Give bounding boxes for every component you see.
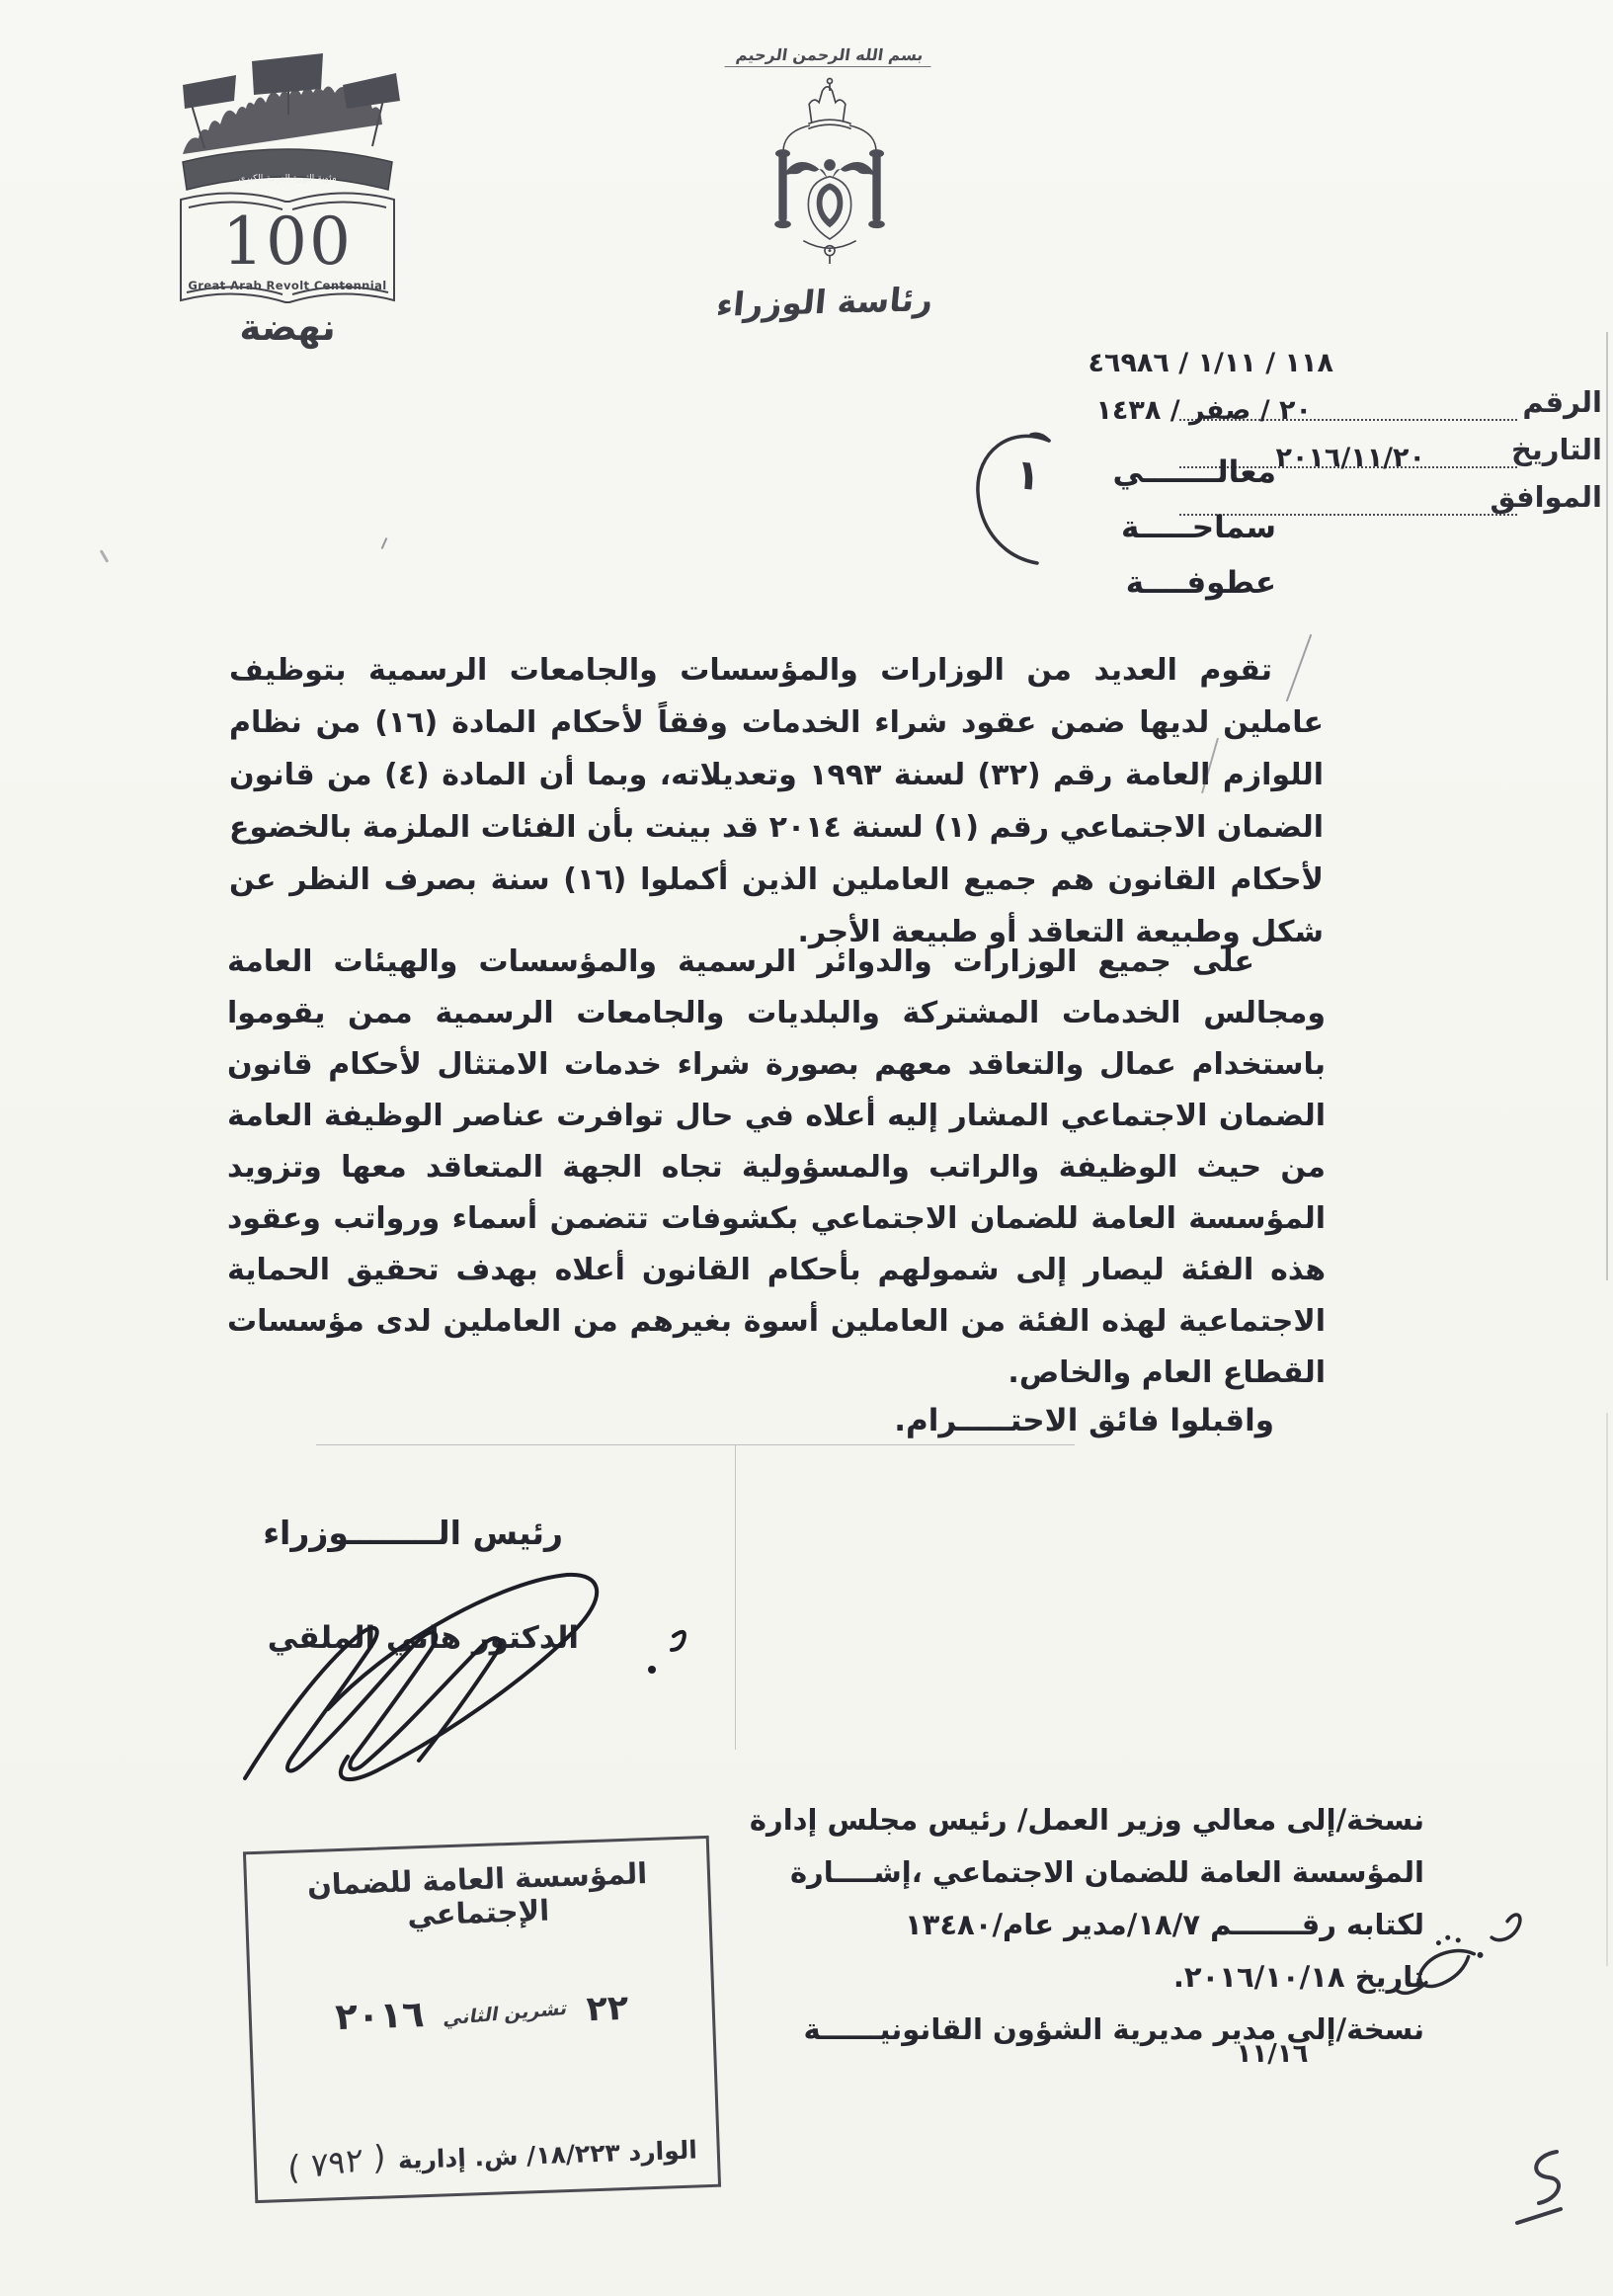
copy-line: نسخة/إلى معالي وزير العمل/ رئيس مجلس إدارة [749,1803,1424,1837]
scan-speck [100,549,110,563]
centennial-caption: Great Arab Revolt Centennial [188,279,387,292]
scan-line-horizontal [316,1444,1075,1445]
addressee-maali: معالـــــــي [1112,454,1276,490]
handwritten-corner-mark [1493,2136,1602,2255]
copy-line: لكتابه رقـــــــم ١٨/٧/مدير عام/١٣٤٨٠ [904,1908,1424,1941]
centennial-logo [153,51,422,360]
royal-emblem [682,45,978,352]
gregorian-date-label: الموافق [1490,480,1602,514]
body-paragraph-1: تقوم العديد من الوزارات والمؤسسات والجامعات الرسمية بتوظيف عاملين لديها ضمن عقود شراء الخدمات وفقاً لأحكام المادة (١٦) من نظام اللوازم العامة رقم (٣٢) لسنة ١٩٩٣ وتعديلاته، وبما أن المادة (٤) من قانون الضمان الاجتماعي رقم (١) لسنة ٢٠١٤ قد بينت بأن الفئات الملزمة بالخضوع لأحكام القانون هم جميع العاملين الذين أكملوا (١٦) سنة بصرف النظر عن شكل وطبيعة التعاقد أو طبيعة الأجر. [229,653,1324,949]
scan-edge-shadow [1606,332,1608,1280]
centennial-number: 100 [222,204,353,280]
stamp-month: تشرين الثاني [442,1997,569,2030]
stamp-year: ٢٠١٦ [334,1993,426,2039]
stamp-received-text: الوارد ١٨/٢٢٣/ ش. إدارية [397,2135,698,2175]
scan-edge-shadow [1606,1413,1608,1966]
handwritten-bracket-mark [946,419,1085,587]
stamp-date [251,1983,712,2041]
copy-line: تاريخ ٢٠١٦/١٠/١٨. [1172,1960,1424,1994]
stamp-day: ٢٢ [585,1988,629,2030]
closing-salutation: واقبلوا فائق الاحتـــــرام. [894,1403,1274,1438]
handwritten-signature [209,1541,735,1804]
scan-line-vertical [735,1445,736,1750]
handwritten-initials-mark [1355,1881,1562,2054]
copy-footnote: ١١/١٦ [1236,2039,1309,2069]
body-paragraph-2: على جميع الوزارات والدوائر الرسمية والمؤسسات والهيئات العامة ومجالس الخدمات المشتركة والبلديات والجامعات الرسمية ممن يقوموا باستخدام عمال والتعاقد معهم بصورة شراء خدمات الامتثال لأحكام قانون الضمان الاجتماعي المشار إليه أعلاه في حال توافرت عناصر الوظيفة العامة من حيث الوظيفة والراتب والمسؤولية تجاه الجهة المتعاقد معها وتزويد المؤسسة العامة للضمان الاجتماعي بكشوفات تتضمن أسماء ورواتب وعقود هذه الفئة ليصار إلى شمولهم بأحكام القانون أعلاه بهدف تحقيق الحماية الاجتماعية لهذه الفئة من العاملين أسوة بغيرهم من العاملين لدى مؤسسات القطاع العام والخاص. [227,944,1326,1390]
addressee-samaha: سماحـــــة [1120,510,1276,545]
centennial-logo-graphic [153,51,422,348]
signer-title: رئيس الــــــــوزراء [263,1514,563,1552]
banner-text: مئوية الثورة العربية الكبرى [238,174,337,184]
received-stamp [243,1836,721,2203]
stamp-received-number-handwritten: ( ٧٩٢ ) [287,2136,386,2188]
addressee-block [1067,445,1276,611]
scan-speck [381,537,388,549]
addressee-atufa: عطوفــــة [1125,565,1276,601]
hijri-date-label: التاريخ [1510,433,1602,466]
stamp-received-line [268,2130,698,2188]
copy-line: نسخة/إلى مدير مديرية الشؤون القانونيــــــة [803,2012,1424,2046]
gregorian-date-value: ٢٠١٦/١١/٢٠ [1275,443,1425,473]
coat-of-arms-icon [682,71,978,269]
bismillah-text: بسم الله الرحمن الرحيم [725,45,935,67]
stamp-organization: المؤسسة العامة للضمان الإجتماعي [306,1856,648,1932]
hijri-date-value: ٢٠ / صفر / ١٤٣٨ [1095,395,1312,426]
number-value: ١١٨ / ١/١١ / ٤٦٩٨٦ [1088,348,1333,378]
nahda-label: نهضة [239,306,336,349]
prime-ministry-calligraphy: رئاسة الوزراء [714,280,935,324]
copy-notations [719,1794,1424,2069]
handwritten-check-digit: ١ [1012,449,1044,501]
copy-line: المؤسسة العامة للضمان الاجتماعي ،إشــــارة [789,1855,1424,1889]
signer-name: الدكتور هاني الملقي [267,1620,579,1656]
number-label: الرقم [1522,385,1602,419]
